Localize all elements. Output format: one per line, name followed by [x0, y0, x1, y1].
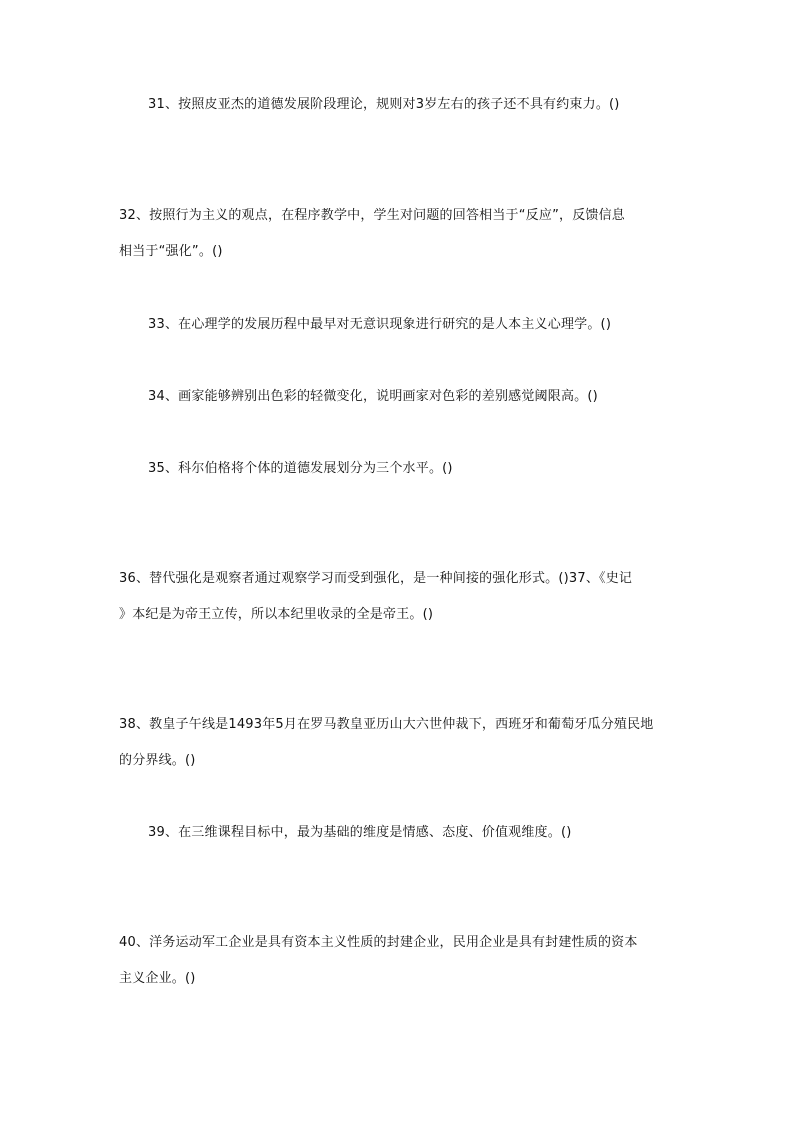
question-37-line-2: 》本纪是为帝王立传，所以本纪里收录的全是帝王。()	[119, 607, 434, 622]
question-36-line-1: 36、替代强化是观察者通过观察学习而受到强化，是一种间接的强化形式。()37、《史记	[119, 571, 633, 586]
question-38-line-2: 的分界线。()	[119, 753, 196, 768]
question-32-line-2: 相当于“强化”。()	[119, 244, 223, 259]
question-40-line-2: 主义企业。()	[119, 971, 196, 986]
question-39-line-1: 39、在三维课程目标中，最为基础的维度是情感、态度、价值观维度。()	[148, 825, 572, 840]
question-35-line-1: 35、科尔伯格将个体的道德发展划分为三个水平。()	[148, 461, 453, 476]
question-33-line-1: 33、在心理学的发展历程中最早对无意识现象进行研究的是人本主义心理学。()	[148, 317, 612, 332]
question-31-line-1: 31、按照皮亚杰的道德发展阶段理论，规则对3岁左右的孩子还不具有约束力。()	[148, 97, 620, 112]
question-40-line-1: 40、洋务运动军工企业是具有资本主义性质的封建企业，民用企业是具有封建性质的资本	[119, 935, 638, 950]
question-38-line-1: 38、教皇子午线是1493年5月在罗马教皇亚历山大六世仲裁下，西班牙和葡萄牙瓜分殖民地	[119, 717, 654, 732]
question-34-line-1: 34、画家能够辨别出色彩的轻微变化，说明画家对色彩的差别感觉阈限高。()	[148, 389, 598, 404]
question-32-line-1: 32、按照行为主义的观点，在程序教学中，学生对问题的回答相当于“反应”，反馈信息	[119, 208, 626, 223]
